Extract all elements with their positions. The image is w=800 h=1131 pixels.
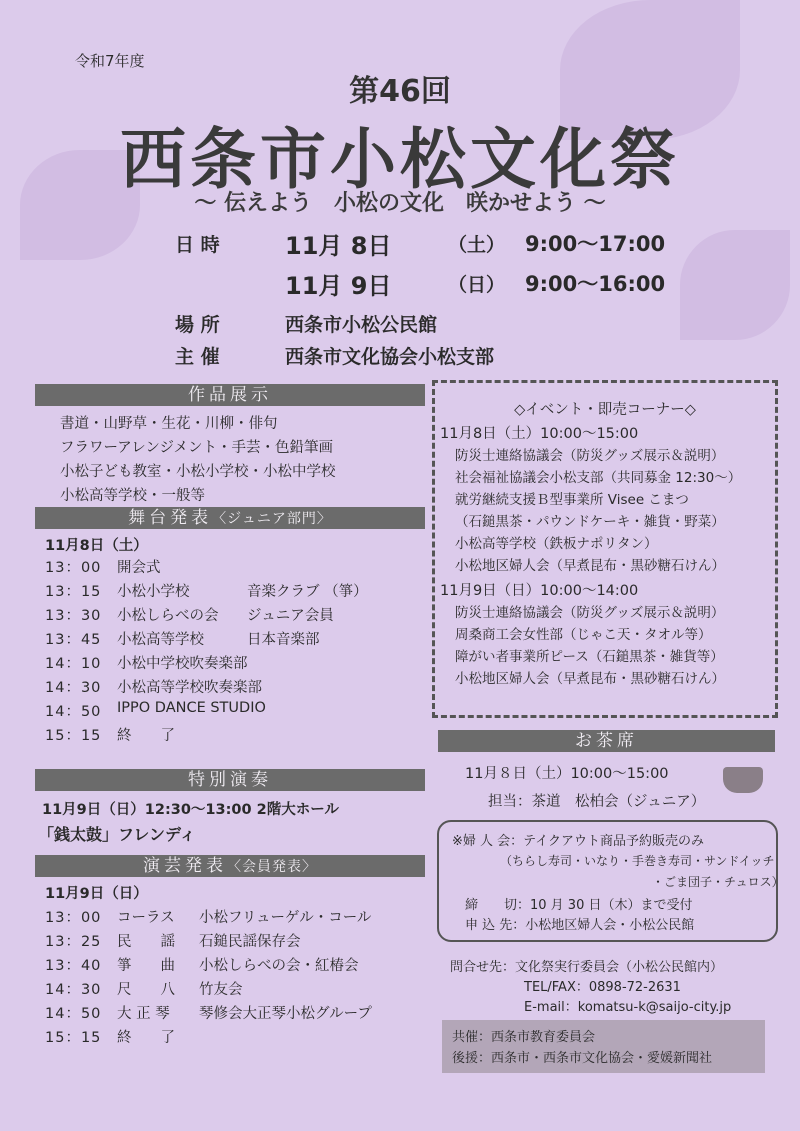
row-detail: 琴修会大正琴小松グループ <box>199 1006 372 1022</box>
row-time: 13：25 <box>45 934 102 950</box>
cohost: 共催：西条市教育委員会 <box>452 1030 596 1045</box>
events-heading: ◇イベント・即売コーナー◇ <box>514 402 696 418</box>
tea-header <box>438 730 775 752</box>
tea-staff: 担当：茶道 松柏会（ジュニア） <box>488 794 706 810</box>
event-item: 社会福祉協議会小松支部（共同募金 12:30～） <box>455 470 742 486</box>
row-item: 開会式 <box>117 560 161 576</box>
row-time: 13：45 <box>45 632 102 648</box>
fiscal-year: 令和7年度 <box>75 52 145 70</box>
row-time: 13：15 <box>45 584 102 600</box>
stage-heading: 舞台発表 <box>128 508 213 528</box>
row-item: 終 了 <box>117 1030 175 1046</box>
maple-leaf-decoration <box>680 230 790 340</box>
members-date: 11月9日（日） <box>45 886 148 902</box>
row-item: 小松小学校 <box>117 584 190 600</box>
row-detail: 音楽クラブ （箏） <box>247 584 368 600</box>
row-detail: 小松フリューゲル・コール <box>199 910 372 926</box>
row-time: 15：15 <box>45 728 102 744</box>
day-2: （日） <box>448 274 506 296</box>
takeout-line: ・ごま団子・チュロス） <box>652 875 784 889</box>
row-time: 13：00 <box>45 910 102 926</box>
event-date: 11月8日（土）10:00～15:00 <box>440 426 639 442</box>
row-detail: 日本音楽部 <box>247 632 320 648</box>
tea-heading: お茶席 <box>575 731 638 751</box>
takeout-apply: 申 込 先：小松地区婦人会・小松公民館 <box>465 918 695 933</box>
exhibition-line: 書道・山野草・生花・川柳・俳句 <box>60 416 278 432</box>
row-item: 小松高等学校吹奏楽部 <box>117 680 262 696</box>
takeout-line: （ちらし寿司・いなり・手巻き寿司・サンドイッチ <box>500 854 775 868</box>
tea-bowl-icon <box>723 767 763 793</box>
event-item: （石鎚黒茶・パウンドケーキ・雑貨・野菜） <box>455 514 725 530</box>
exhibition-line: 小松高等学校・一般等 <box>60 488 205 504</box>
row-item: 小松しらべの会 <box>117 608 219 624</box>
special-line: 11月9日（日）12:30～13:00 2階大ホール <box>42 802 339 818</box>
schedule-row <box>45 1002 372 1023</box>
members-heading: 演芸発表 <box>143 856 227 876</box>
event-item: 周桑商工会女性部（じゃこ天・タオル等） <box>455 627 712 643</box>
schedule-row <box>45 906 371 927</box>
schedule-row <box>45 978 243 999</box>
support: 後援：西条市・西条市文化協会・愛媛新聞社 <box>452 1051 713 1066</box>
takeout-line: ※婦 人 会：テイクアウト商品予約販売のみ <box>452 834 704 849</box>
special-performer: 「銭太鼓」フレンディ <box>38 825 196 844</box>
venue: 西条市小松公民館 <box>285 314 438 336</box>
row-item: 大 正 琴 <box>117 1006 170 1022</box>
row-item: 箏 曲 <box>117 958 175 974</box>
time-1: 9:00～17:00 <box>525 232 666 256</box>
row-time: 13：40 <box>45 958 102 974</box>
subtitle: ～ 伝えよう 小松の文化 咲かせよう ～ <box>194 191 606 216</box>
schedule-row <box>45 580 368 601</box>
row-time: 14：10 <box>45 656 102 672</box>
contact-label: 問合せ先：文化祭実行委員会（小松公民館内） <box>450 960 724 975</box>
date-1: 11月 8日 <box>285 232 392 260</box>
event-item: 防災士連絡協議会（防災グッズ展示＆説明） <box>455 448 725 464</box>
row-item: 小松高等学校 <box>117 632 204 648</box>
event-item: 小松地区婦人会（早煮昆布・黒砂糖石けん） <box>455 558 725 574</box>
datetime-label: 日 時 <box>175 234 220 256</box>
members-subheading: 〈会員発表〉 <box>227 859 317 875</box>
schedule-row <box>45 724 247 745</box>
venue-label: 場 所 <box>175 314 220 336</box>
schedule-row <box>45 1026 199 1047</box>
row-detail: ジュニア会員 <box>247 608 334 624</box>
event-item: 小松高等学校（鉄板ナポリタン） <box>455 536 658 552</box>
organizer-label: 主 催 <box>175 346 220 368</box>
row-item: コーラス <box>117 910 175 926</box>
event-item: 防災士連絡協議会（防災グッズ展示＆説明） <box>455 605 725 621</box>
row-time: 14：30 <box>45 982 102 998</box>
row-detail: 竹友会 <box>199 982 243 998</box>
edition: 第46回 <box>349 74 451 109</box>
event-item: 就労継続支援Ｂ型事業所 Visee こまつ <box>455 492 689 508</box>
schedule-row <box>45 628 320 649</box>
schedule-row <box>45 954 359 975</box>
special-heading: 特別演奏 <box>188 770 272 790</box>
row-detail: 石鎚民謡保存会 <box>199 934 301 950</box>
schedule-row <box>45 676 262 697</box>
schedule-row <box>45 652 247 673</box>
stage-subheading: 〈ジュニア部門〉 <box>212 511 332 527</box>
event-date: 11月9日（日）10:00～14:00 <box>440 583 639 599</box>
row-time: 13：30 <box>45 608 102 624</box>
schedule-row <box>45 930 301 951</box>
page-title: 西条市小松文化祭 <box>120 121 680 198</box>
exhibition-header <box>35 384 425 406</box>
row-item: 終 了 <box>117 728 175 744</box>
exhibition-line: フラワーアレンジメント・手芸・色鉛筆画 <box>60 440 334 456</box>
row-time: 13：00 <box>45 560 102 576</box>
row-time: 15：15 <box>45 1030 102 1046</box>
tea-date: 11月８日（土）10:00～15:00 <box>465 766 669 782</box>
takeout-deadline: 締 切：10 月 30 日（木）まで受付 <box>465 898 693 913</box>
stage-header <box>35 507 425 529</box>
row-item: IPPO DANCE STUDIO <box>117 700 266 716</box>
row-detail: 小松しらべの会・紅椿会 <box>199 958 359 974</box>
event-item: 障がい者事業所ピース（石鎚黒茶・雑貨等） <box>455 649 724 665</box>
special-header <box>35 769 425 791</box>
row-time: 14：50 <box>45 1006 102 1022</box>
organizer: 西条市文化協会小松支部 <box>285 346 495 368</box>
schedule-row <box>45 700 266 721</box>
exhibition-line: 小松子ども教室・小松小学校・小松中学校 <box>60 464 336 480</box>
members-header <box>35 855 425 877</box>
contact-email[interactable]: E-mail：komatsu-k@saijo-city.jp <box>524 1000 732 1015</box>
row-item: 民 謡 <box>117 934 175 950</box>
schedule-row <box>45 556 247 577</box>
date-2: 11月 9日 <box>285 272 392 300</box>
contact-tel: TEL/FAX：0898-72-2631 <box>524 980 681 995</box>
row-item: 尺 八 <box>117 982 175 998</box>
event-item: 小松地区婦人会（早煮昆布・黒砂糖石けん） <box>455 671 725 687</box>
row-item: 小松中学校吹奏楽部 <box>117 656 248 672</box>
schedule-row <box>45 604 334 625</box>
time-2: 9:00～16:00 <box>525 272 666 296</box>
day-1: （土） <box>448 234 506 256</box>
exhibition-heading: 作品展示 <box>188 385 272 405</box>
stage-date: 11月8日（土） <box>45 538 148 554</box>
row-time: 14：30 <box>45 680 102 696</box>
row-time: 14：50 <box>45 704 102 720</box>
